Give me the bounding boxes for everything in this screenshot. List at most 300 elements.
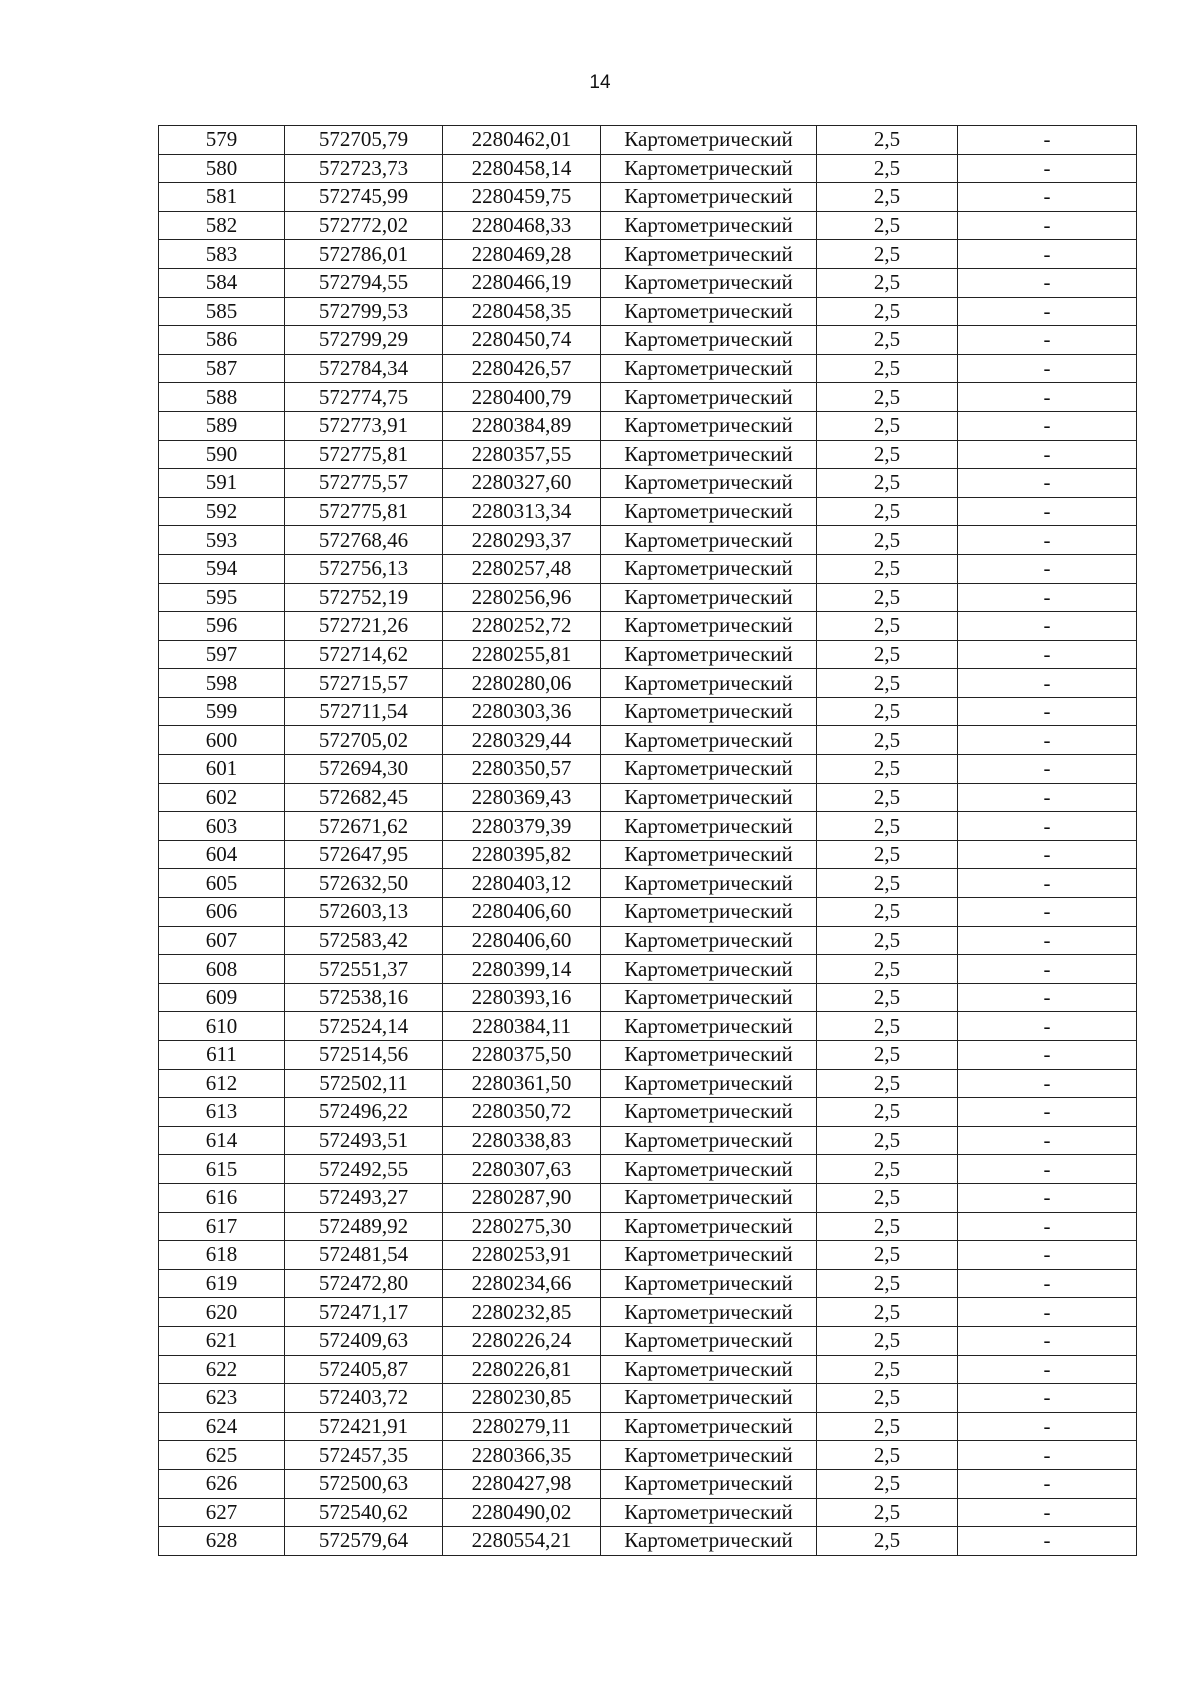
description-cell: -: [958, 812, 1137, 841]
y-coordinate-cell: 2280554,21: [443, 1527, 601, 1556]
coordinates-table: [158, 125, 1137, 1556]
accuracy-cell: 2,5: [817, 183, 958, 212]
point-number-cell: 586: [159, 326, 285, 355]
y-coordinate-cell: 2280375,50: [443, 1041, 601, 1070]
method-cell: Картометрический: [601, 783, 817, 812]
accuracy-cell: 2,5: [817, 983, 958, 1012]
table-row: [159, 869, 1137, 898]
point-number-cell: 608: [159, 955, 285, 984]
y-coordinate-cell: 2280226,81: [443, 1355, 601, 1384]
table-row: [159, 669, 1137, 698]
description-cell: -: [958, 526, 1137, 555]
y-coordinate-cell: 2280361,50: [443, 1069, 601, 1098]
table-row: [159, 211, 1137, 240]
accuracy-cell: 2,5: [817, 1326, 958, 1355]
accuracy-cell: 2,5: [817, 1098, 958, 1127]
point-number-cell: 609: [159, 983, 285, 1012]
method-cell: Картометрический: [601, 1241, 817, 1270]
table-row: [159, 783, 1137, 812]
y-coordinate-cell: 2280384,89: [443, 411, 601, 440]
x-coordinate-cell: 572775,57: [285, 469, 443, 498]
point-number-cell: 616: [159, 1183, 285, 1212]
description-cell: -: [958, 840, 1137, 869]
x-coordinate-cell: 572493,51: [285, 1126, 443, 1155]
table-row: [159, 926, 1137, 955]
accuracy-cell: 2,5: [817, 840, 958, 869]
accuracy-cell: 2,5: [817, 726, 958, 755]
accuracy-cell: 2,5: [817, 1269, 958, 1298]
accuracy-cell: 2,5: [817, 1012, 958, 1041]
description-cell: -: [958, 554, 1137, 583]
table-row: [159, 1241, 1137, 1270]
y-coordinate-cell: 2280458,35: [443, 297, 601, 326]
x-coordinate-cell: 572756,13: [285, 554, 443, 583]
x-coordinate-cell: 572583,42: [285, 926, 443, 955]
method-cell: Картометрический: [601, 983, 817, 1012]
point-number-cell: 626: [159, 1469, 285, 1498]
description-cell: -: [958, 1155, 1137, 1184]
y-coordinate-cell: 2280256,96: [443, 583, 601, 612]
point-number-cell: 579: [159, 126, 285, 155]
method-cell: Картометрический: [601, 211, 817, 240]
table-row: [159, 440, 1137, 469]
x-coordinate-cell: 572705,79: [285, 126, 443, 155]
point-number-cell: 593: [159, 526, 285, 555]
description-cell: -: [958, 983, 1137, 1012]
y-coordinate-cell: 2280450,74: [443, 326, 601, 355]
table-row: [159, 497, 1137, 526]
table-row: [159, 1098, 1137, 1127]
description-cell: -: [958, 1098, 1137, 1127]
y-coordinate-cell: 2280400,79: [443, 383, 601, 412]
point-number-cell: 598: [159, 669, 285, 698]
method-cell: Картометрический: [601, 755, 817, 784]
description-cell: -: [958, 326, 1137, 355]
x-coordinate-cell: 572784,34: [285, 354, 443, 383]
y-coordinate-cell: 2280458,14: [443, 154, 601, 183]
method-cell: Картометрический: [601, 1126, 817, 1155]
x-coordinate-cell: 572472,80: [285, 1269, 443, 1298]
method-cell: Картометрический: [601, 898, 817, 927]
table-row: [159, 526, 1137, 555]
point-number-cell: 585: [159, 297, 285, 326]
accuracy-cell: 2,5: [817, 1469, 958, 1498]
point-number-cell: 604: [159, 840, 285, 869]
method-cell: Картометрический: [601, 1269, 817, 1298]
description-cell: -: [958, 1326, 1137, 1355]
point-number-cell: 615: [159, 1155, 285, 1184]
y-coordinate-cell: 2280257,48: [443, 554, 601, 583]
accuracy-cell: 2,5: [817, 383, 958, 412]
y-coordinate-cell: 2280313,34: [443, 497, 601, 526]
method-cell: Картометрический: [601, 840, 817, 869]
description-cell: -: [958, 1041, 1137, 1070]
description-cell: -: [958, 383, 1137, 412]
table-row: [159, 354, 1137, 383]
x-coordinate-cell: 572502,11: [285, 1069, 443, 1098]
y-coordinate-cell: 2280399,14: [443, 955, 601, 984]
point-number-cell: 628: [159, 1527, 285, 1556]
accuracy-cell: 2,5: [817, 1041, 958, 1070]
point-number-cell: 600: [159, 726, 285, 755]
method-cell: Картометрический: [601, 1212, 817, 1241]
method-cell: Картометрический: [601, 554, 817, 583]
x-coordinate-cell: 572745,99: [285, 183, 443, 212]
table-row: [159, 1155, 1137, 1184]
description-cell: -: [958, 497, 1137, 526]
accuracy-cell: 2,5: [817, 469, 958, 498]
point-number-cell: 623: [159, 1384, 285, 1413]
accuracy-cell: 2,5: [817, 612, 958, 641]
point-number-cell: 583: [159, 240, 285, 269]
table-row: [159, 726, 1137, 755]
x-coordinate-cell: 572403,72: [285, 1384, 443, 1413]
x-coordinate-cell: 572632,50: [285, 869, 443, 898]
accuracy-cell: 2,5: [817, 1069, 958, 1098]
y-coordinate-cell: 2280406,60: [443, 898, 601, 927]
accuracy-cell: 2,5: [817, 1298, 958, 1327]
method-cell: Картометрический: [601, 497, 817, 526]
table-row: [159, 1069, 1137, 1098]
table-row: [159, 154, 1137, 183]
description-cell: -: [958, 1441, 1137, 1470]
description-cell: -: [958, 583, 1137, 612]
accuracy-cell: 2,5: [817, 812, 958, 841]
method-cell: Картометрический: [601, 1441, 817, 1470]
method-cell: Картометрический: [601, 240, 817, 269]
description-cell: -: [958, 955, 1137, 984]
table-row: [159, 1441, 1137, 1470]
method-cell: Картометрический: [601, 669, 817, 698]
accuracy-cell: 2,5: [817, 1412, 958, 1441]
y-coordinate-cell: 2280468,33: [443, 211, 601, 240]
table-row: [159, 983, 1137, 1012]
accuracy-cell: 2,5: [817, 1183, 958, 1212]
description-cell: -: [958, 440, 1137, 469]
point-number-cell: 620: [159, 1298, 285, 1327]
y-coordinate-cell: 2280287,90: [443, 1183, 601, 1212]
table-row: [159, 297, 1137, 326]
method-cell: Картометрический: [601, 126, 817, 155]
accuracy-cell: 2,5: [817, 1126, 958, 1155]
x-coordinate-cell: 572492,55: [285, 1155, 443, 1184]
x-coordinate-cell: 572538,16: [285, 983, 443, 1012]
table-row: [159, 1012, 1137, 1041]
table-row: [159, 955, 1137, 984]
table-row: [159, 1384, 1137, 1413]
table-row: [159, 1355, 1137, 1384]
point-number-cell: 624: [159, 1412, 285, 1441]
accuracy-cell: 2,5: [817, 697, 958, 726]
y-coordinate-cell: 2280366,35: [443, 1441, 601, 1470]
point-number-cell: 614: [159, 1126, 285, 1155]
description-cell: -: [958, 1498, 1137, 1527]
point-number-cell: 584: [159, 268, 285, 297]
point-number-cell: 589: [159, 411, 285, 440]
description-cell: -: [958, 898, 1137, 927]
description-cell: -: [958, 240, 1137, 269]
description-cell: -: [958, 926, 1137, 955]
method-cell: Картометрический: [601, 1012, 817, 1041]
method-cell: Картометрический: [601, 411, 817, 440]
accuracy-cell: 2,5: [817, 1241, 958, 1270]
method-cell: Картометрический: [601, 869, 817, 898]
method-cell: Картометрический: [601, 955, 817, 984]
point-number-cell: 594: [159, 554, 285, 583]
method-cell: Картометрический: [601, 1069, 817, 1098]
table-row: [159, 898, 1137, 927]
description-cell: -: [958, 297, 1137, 326]
method-cell: Картометрический: [601, 1155, 817, 1184]
description-cell: -: [958, 469, 1137, 498]
method-cell: Картометрический: [601, 926, 817, 955]
accuracy-cell: 2,5: [817, 326, 958, 355]
method-cell: Картометрический: [601, 1469, 817, 1498]
accuracy-cell: 2,5: [817, 1384, 958, 1413]
point-number-cell: 610: [159, 1012, 285, 1041]
x-coordinate-cell: 572723,73: [285, 154, 443, 183]
table-row: [159, 583, 1137, 612]
y-coordinate-cell: 2280427,98: [443, 1469, 601, 1498]
x-coordinate-cell: 572405,87: [285, 1355, 443, 1384]
method-cell: Картометрический: [601, 354, 817, 383]
y-coordinate-cell: 2280338,83: [443, 1126, 601, 1155]
description-cell: -: [958, 612, 1137, 641]
method-cell: Картометрический: [601, 697, 817, 726]
x-coordinate-cell: 572799,53: [285, 297, 443, 326]
method-cell: Картометрический: [601, 1098, 817, 1127]
y-coordinate-cell: 2280253,91: [443, 1241, 601, 1270]
description-cell: -: [958, 697, 1137, 726]
coordinates-table-body: [159, 126, 1137, 1556]
y-coordinate-cell: 2280406,60: [443, 926, 601, 955]
x-coordinate-cell: 572705,02: [285, 726, 443, 755]
y-coordinate-cell: 2280426,57: [443, 354, 601, 383]
table-row: [159, 1326, 1137, 1355]
table-row: [159, 1183, 1137, 1212]
table-row: [159, 755, 1137, 784]
y-coordinate-cell: 2280255,81: [443, 640, 601, 669]
y-coordinate-cell: 2280350,57: [443, 755, 601, 784]
point-number-cell: 621: [159, 1326, 285, 1355]
accuracy-cell: 2,5: [817, 440, 958, 469]
table-row: [159, 812, 1137, 841]
description-cell: -: [958, 1469, 1137, 1498]
description-cell: -: [958, 669, 1137, 698]
accuracy-cell: 2,5: [817, 297, 958, 326]
x-coordinate-cell: 572493,27: [285, 1183, 443, 1212]
method-cell: Картометрический: [601, 297, 817, 326]
description-cell: -: [958, 268, 1137, 297]
accuracy-cell: 2,5: [817, 526, 958, 555]
y-coordinate-cell: 2280490,02: [443, 1498, 601, 1527]
point-number-cell: 627: [159, 1498, 285, 1527]
description-cell: -: [958, 126, 1137, 155]
table-row: [159, 183, 1137, 212]
method-cell: Картометрический: [601, 1412, 817, 1441]
y-coordinate-cell: 2280469,28: [443, 240, 601, 269]
y-coordinate-cell: 2280279,11: [443, 1412, 601, 1441]
description-cell: -: [958, 1412, 1137, 1441]
method-cell: Картометрический: [601, 469, 817, 498]
table-row: [159, 1212, 1137, 1241]
description-cell: -: [958, 1384, 1137, 1413]
point-number-cell: 597: [159, 640, 285, 669]
x-coordinate-cell: 572768,46: [285, 526, 443, 555]
accuracy-cell: 2,5: [817, 1355, 958, 1384]
method-cell: Картометрический: [601, 1183, 817, 1212]
table-row: [159, 126, 1137, 155]
description-cell: -: [958, 154, 1137, 183]
table-row: [159, 697, 1137, 726]
x-coordinate-cell: 572772,02: [285, 211, 443, 240]
x-coordinate-cell: 572471,17: [285, 1298, 443, 1327]
accuracy-cell: 2,5: [817, 583, 958, 612]
description-cell: -: [958, 726, 1137, 755]
method-cell: Картометрический: [601, 268, 817, 297]
accuracy-cell: 2,5: [817, 1155, 958, 1184]
description-cell: -: [958, 869, 1137, 898]
point-number-cell: 611: [159, 1041, 285, 1070]
description-cell: -: [958, 1069, 1137, 1098]
point-number-cell: 599: [159, 697, 285, 726]
x-coordinate-cell: 572774,75: [285, 383, 443, 412]
method-cell: Картометрический: [601, 1384, 817, 1413]
method-cell: Картометрический: [601, 1355, 817, 1384]
accuracy-cell: 2,5: [817, 240, 958, 269]
x-coordinate-cell: 572457,35: [285, 1441, 443, 1470]
table-row: [159, 1269, 1137, 1298]
x-coordinate-cell: 572694,30: [285, 755, 443, 784]
description-cell: -: [958, 1241, 1137, 1270]
description-cell: -: [958, 755, 1137, 784]
table-row: [159, 640, 1137, 669]
description-cell: -: [958, 354, 1137, 383]
accuracy-cell: 2,5: [817, 898, 958, 927]
description-cell: -: [958, 183, 1137, 212]
point-number-cell: 591: [159, 469, 285, 498]
table-row: [159, 1298, 1137, 1327]
accuracy-cell: 2,5: [817, 554, 958, 583]
y-coordinate-cell: 2280379,39: [443, 812, 601, 841]
table-row: [159, 469, 1137, 498]
point-number-cell: 612: [159, 1069, 285, 1098]
y-coordinate-cell: 2280232,85: [443, 1298, 601, 1327]
accuracy-cell: 2,5: [817, 411, 958, 440]
accuracy-cell: 2,5: [817, 926, 958, 955]
point-number-cell: 622: [159, 1355, 285, 1384]
point-number-cell: 618: [159, 1241, 285, 1270]
table-row: [159, 840, 1137, 869]
y-coordinate-cell: 2280275,30: [443, 1212, 601, 1241]
point-number-cell: 619: [159, 1269, 285, 1298]
method-cell: Картометрический: [601, 640, 817, 669]
x-coordinate-cell: 572603,13: [285, 898, 443, 927]
point-number-cell: 607: [159, 926, 285, 955]
x-coordinate-cell: 572524,14: [285, 1012, 443, 1041]
table-row: [159, 554, 1137, 583]
x-coordinate-cell: 572514,56: [285, 1041, 443, 1070]
y-coordinate-cell: 2280384,11: [443, 1012, 601, 1041]
page-number: 14: [589, 72, 611, 93]
y-coordinate-cell: 2280403,12: [443, 869, 601, 898]
y-coordinate-cell: 2280234,66: [443, 1269, 601, 1298]
y-coordinate-cell: 2280226,24: [443, 1326, 601, 1355]
y-coordinate-cell: 2280369,43: [443, 783, 601, 812]
description-cell: -: [958, 1183, 1137, 1212]
y-coordinate-cell: 2280395,82: [443, 840, 601, 869]
description-cell: -: [958, 411, 1137, 440]
accuracy-cell: 2,5: [817, 354, 958, 383]
method-cell: Картометрический: [601, 154, 817, 183]
y-coordinate-cell: 2280350,72: [443, 1098, 601, 1127]
method-cell: Картометрический: [601, 440, 817, 469]
y-coordinate-cell: 2280303,36: [443, 697, 601, 726]
point-number-cell: 617: [159, 1212, 285, 1241]
description-cell: -: [958, 1355, 1137, 1384]
accuracy-cell: 2,5: [817, 497, 958, 526]
y-coordinate-cell: 2280307,63: [443, 1155, 601, 1184]
x-coordinate-cell: 572715,57: [285, 669, 443, 698]
point-number-cell: 581: [159, 183, 285, 212]
accuracy-cell: 2,5: [817, 669, 958, 698]
method-cell: Картометрический: [601, 612, 817, 641]
method-cell: Картометрический: [601, 1041, 817, 1070]
table-row: [159, 1498, 1137, 1527]
method-cell: Картометрический: [601, 1298, 817, 1327]
point-number-cell: 603: [159, 812, 285, 841]
method-cell: Картометрический: [601, 583, 817, 612]
table-row: [159, 411, 1137, 440]
point-number-cell: 596: [159, 612, 285, 641]
x-coordinate-cell: 572775,81: [285, 497, 443, 526]
accuracy-cell: 2,5: [817, 154, 958, 183]
description-cell: -: [958, 1126, 1137, 1155]
point-number-cell: 588: [159, 383, 285, 412]
x-coordinate-cell: 572721,26: [285, 612, 443, 641]
accuracy-cell: 2,5: [817, 869, 958, 898]
point-number-cell: 602: [159, 783, 285, 812]
point-number-cell: 601: [159, 755, 285, 784]
x-coordinate-cell: 572540,62: [285, 1498, 443, 1527]
x-coordinate-cell: 572671,62: [285, 812, 443, 841]
accuracy-cell: 2,5: [817, 640, 958, 669]
x-coordinate-cell: 572752,19: [285, 583, 443, 612]
description-cell: -: [958, 783, 1137, 812]
accuracy-cell: 2,5: [817, 755, 958, 784]
y-coordinate-cell: 2280280,06: [443, 669, 601, 698]
method-cell: Картометрический: [601, 326, 817, 355]
x-coordinate-cell: 572481,54: [285, 1241, 443, 1270]
table-row: [159, 1412, 1137, 1441]
table-row: [159, 240, 1137, 269]
accuracy-cell: 2,5: [817, 1498, 958, 1527]
accuracy-cell: 2,5: [817, 955, 958, 984]
x-coordinate-cell: 572409,63: [285, 1326, 443, 1355]
method-cell: Картометрический: [601, 812, 817, 841]
accuracy-cell: 2,5: [817, 268, 958, 297]
point-number-cell: 582: [159, 211, 285, 240]
method-cell: Картометрический: [601, 383, 817, 412]
y-coordinate-cell: 2280466,19: [443, 268, 601, 297]
y-coordinate-cell: 2280252,72: [443, 612, 601, 641]
x-coordinate-cell: 572496,22: [285, 1098, 443, 1127]
description-cell: -: [958, 1269, 1137, 1298]
point-number-cell: 580: [159, 154, 285, 183]
x-coordinate-cell: 572794,55: [285, 268, 443, 297]
method-cell: Картометрический: [601, 1498, 817, 1527]
table-row: [159, 326, 1137, 355]
